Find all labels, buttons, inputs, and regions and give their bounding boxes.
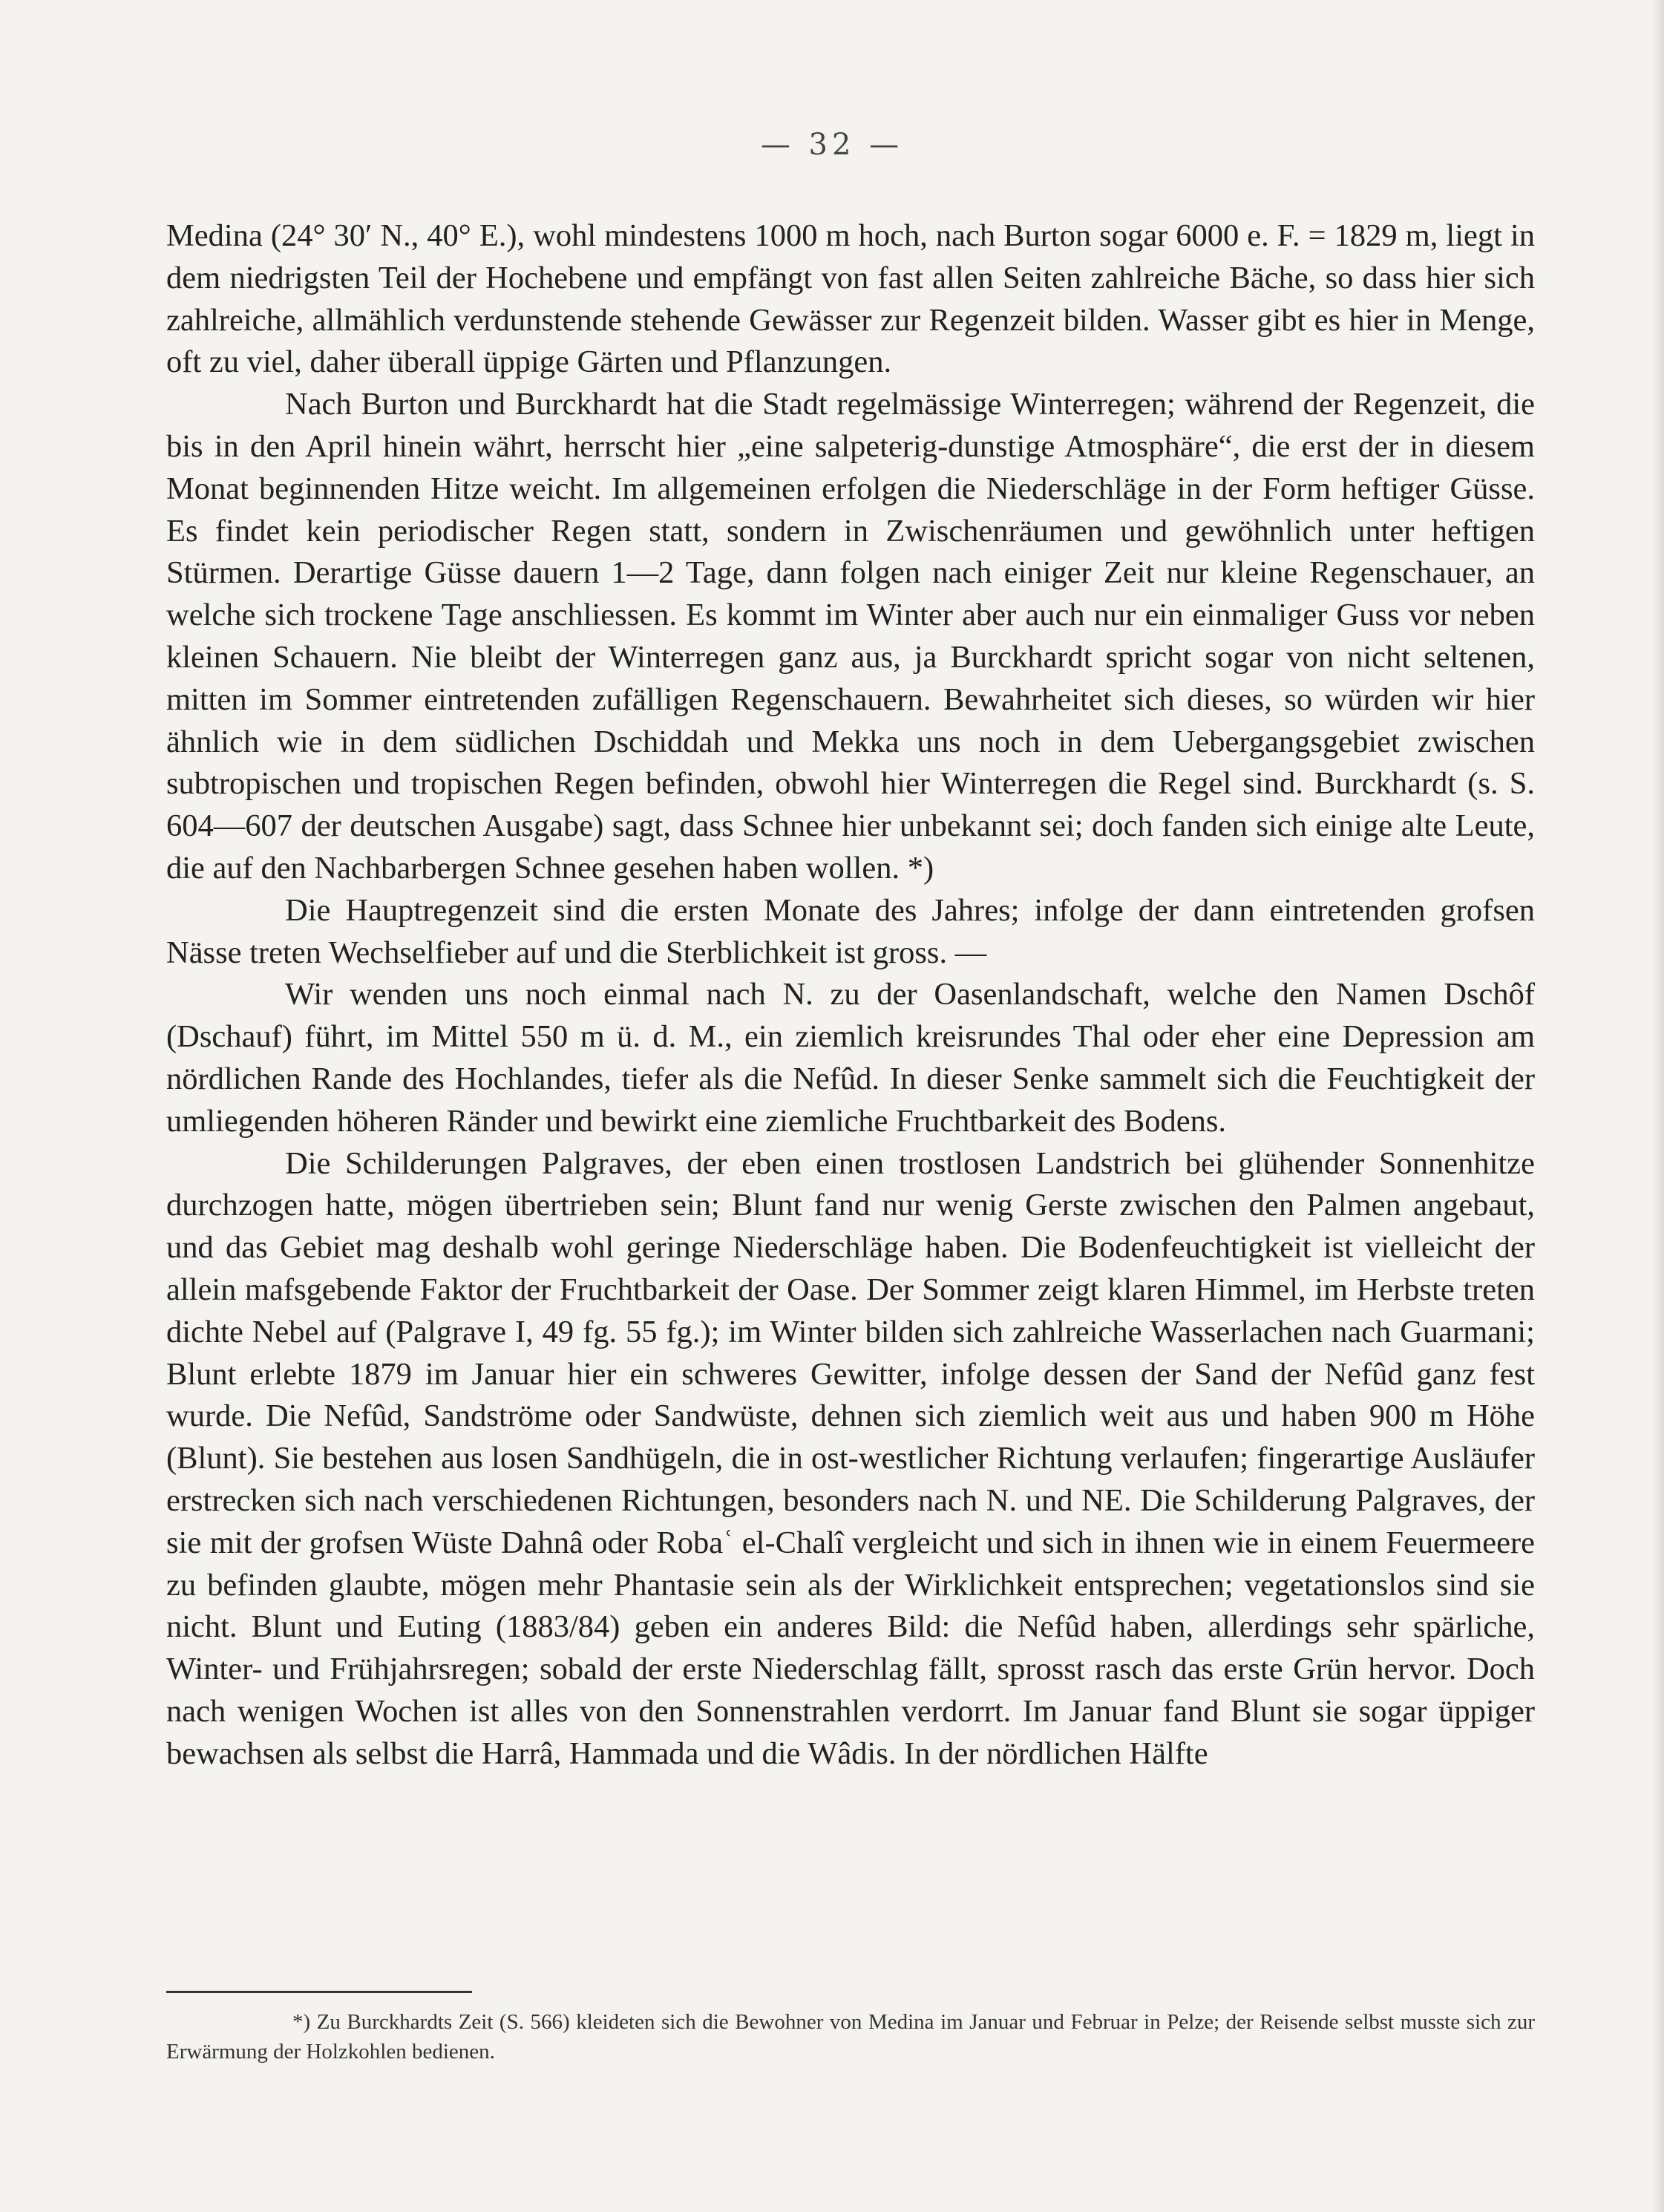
page-edge-shadow bbox=[1654, 0, 1664, 2212]
footnote: *) Zu Burckhardts Zeit (S. 566) kleideten sich die Bewohner von Medina im Januar und Februar in Pelze; der Reisende selbst musste sich zur Erwärmung der Holzkohlen bedienen. bbox=[166, 2010, 1535, 2064]
main-text bbox=[166, 215, 1535, 1775]
paragraph-medina: Medina (24° 30′ N., 40° E.), wohl mindestens 1000 m hoch, nach Burton sogar 6000 e. F. = 1829 m, liegt in dem niedrigsten Teil der Hochebene und empfängt von fast allen Seiten zahlreiche Bäche, so dass hier sich zahlreiche, allmählich verdunstende stehende Gewässer zur Regenzeit bilden. Wasser gibt es hier in Menge, oft zu viel, daher überall üppige Gärten und Pflanzungen. bbox=[166, 218, 1535, 380]
footnote-divider bbox=[166, 1991, 472, 1993]
paragraph-palgrave: Die Schilderungen Palgraves, der eben einen trostlosen Landstrich bei glühender Sonnenhitze durchzogen hatte, mögen übertrieben sein; Blunt fand nur wenig Gerste zwischen den Palmen angebaut, und das Gebiet mag deshalb wohl geringe Niederschläge haben. Die Bodenfeuchtigkeit ist vielleicht der allein mafsgebende Faktor der Fruchtbarkeit der Oase. Der Sommer zeigt klaren Himmel, im Herbste treten dichte Nebel auf (Palgrave I, 49 fg. 55 fg.); im Winter bilden sich zahlreiche Wasserlachen nach Guarmani; Blunt erlebte 1879 im Januar hier ein schweres Gewitter, infolge dessen der Sand der Nefûd ganz fest wurde. Die Nefûd, Sandströme oder Sandwüste, dehnen sich ziemlich weit aus und haben 900 m Höhe (Blunt). Sie bestehen aus losen Sandhügeln, die in ost-westlicher Richtung verlaufen; fingerartige Ausläufer erstrecken sich nach verschiedenen Richtungen, besonders nach N. und NE. Die Schilderung Palgraves, der sie mit der grofsen Wüste Dahnâ oder Robaʿ el-Chalî vergleicht und sich in ihnen wie in einem Feuermeere zu befinden glaubte, mögen mehr Phantasie sein als der Wirklichkeit entsprechen; vegetationslos sind sie nicht. Blunt und Euting (1883/84) geben ein anderes Bild: die Nefûd haben, allerdings sehr spärliche, Winter- und Frühjahrsregen; sobald der erste Niederschlag fällt, sprosst rasch das erste Grün hervor. Doch nach wenigen Wochen ist alles von den Sonnenstrahlen verdorrt. Im Januar fand Blunt sie sogar üppiger bewachsen als selbst die Harrâ, Hammada und die Wâdis. In der nördlichen Hälfte bbox=[166, 1145, 1535, 1771]
page-number: — 32 — bbox=[760, 128, 904, 162]
paragraph-hauptregenzeit: Die Hauptregenzeit sind die ersten Monate des Jahres; infolge der dann eintretenden grofsen Nässe treten Wechselfieber auf und die Sterblichkeit ist gross. — bbox=[166, 892, 1535, 970]
paragraph-winterregen: Nach Burton und Burckhardt hat die Stadt regelmässige Winterregen; während der Regenzeit, die bis in den April hinein währt, herrscht hier „eine salpeterig-dunstige Atmosphäre“, die erst der in diesem Monat beginnenden Hitze weicht. Im allgemeinen erfolgen die Niederschläge in der Form heftiger Güsse. Es findet kein periodischer Regen statt, sondern in Zwischenräumen und gewöhnlich unter heftigen Stürmen. Derartige Güsse dauern 1—2 Tage, dann folgen nach einiger Zeit nur kleine Regenschauer, an welche sich trockene Tage anschliessen. Es kommt im Winter aber auch nur ein einmaliger Guss vor neben kleinen Schauern. Nie bleibt der Winterregen ganz aus, ja Burckhardt spricht sogar von nicht seltenen, mitten im Sommer eintretenden zufälligen Regenschauern. Bewahrheitet sich dieses, so würden wir hier ähnlich wie in dem südlichen Dschiddah und Mekka uns noch in dem Uebergangsgebiet zwischen subtropischen und tropischen Regen befinden, obwohl hier Winterregen die Regel sind. Burckhardt (s. S. 604—607 der deutschen Ausgabe) sagt, dass Schnee hier unbekannt sei; doch fanden sich einige alte Leute, die auf den Nachbarbergen Schnee gesehen haben wollen. *) bbox=[166, 387, 1535, 886]
paragraph-dschof: Wir wenden uns noch einmal nach N. zu der Oasenlandschaft, welche den Namen Dschôf (Dschauf) führt, im Mittel 550 m ü. d. M., ein ziemlich kreisrundes Thal oder eher eine Depression am nördlichen Rande des Hochlandes, tiefer als die Nefûd. In dieser Senke sammelt sich die Feuchtigkeit der umliegenden höheren Ränder und bewirkt eine ziemliche Fruchtbarkeit des Bodens. bbox=[166, 977, 1535, 1139]
